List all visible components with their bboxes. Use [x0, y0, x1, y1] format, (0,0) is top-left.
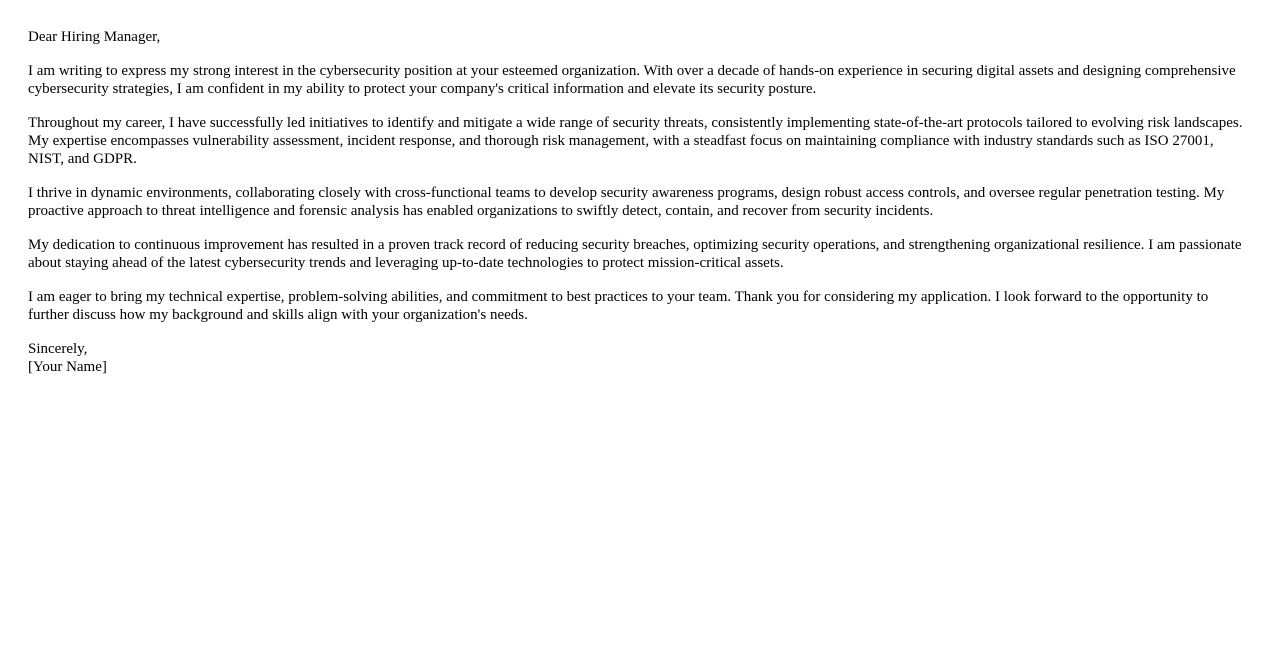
cover-letter	[28, 28, 1250, 376]
letter-paragraph-intro: I am writing to express my strong interest in the cybersecurity position at your esteemed organization. With over a decade of hands-on experience in securing digital assets and designing comprehensive cybersecurity strategies, I am confident in my ability to protect your company's critical information and elevate its security posture.	[28, 63, 1236, 97]
letter-closing: Sincerely,	[28, 341, 88, 357]
letter-paragraph-dedication: My dedication to continuous improvement has resulted in a proven track record of reducing security breaches, optimizing security operations, and strengthening organizational resilience. I am passionate about staying ahead of the latest cybersecurity trends and leveraging up-to-date technologies to protect mission-critical assets.	[28, 237, 1242, 271]
letter-paragraph-conclusion: I am eager to bring my technical expertise, problem-solving abilities, and commitment to best practices to your team. Thank you for considering my application. I look forward to the opportunity to further discuss how my background and skills align with your organization's needs.	[28, 289, 1209, 323]
letter-paragraph-career: Throughout my career, I have successfully led initiatives to identify and mitigate a wide range of security threats, consistently implementing state-of-the-art protocols tailored to evolving risk landscapes. My expertise encompasses vulnerability assessment, incident response, and thorough risk management, with a steadfast focus on maintaining compliance with industry standards such as ISO 27001, NIST, and GDPR.	[28, 115, 1243, 167]
letter-greeting: Dear Hiring Manager,	[28, 29, 161, 45]
letter-paragraph-environments: I thrive in dynamic environments, collaborating closely with cross-functional teams to develop security awareness programs, design robust access controls, and oversee regular penetration testing. My proactive approach to threat intelligence and forensic analysis has enabled organizations to swiftly detect, contain, and recover from security incidents.	[28, 185, 1225, 219]
letter-signoff	[28, 340, 1250, 376]
letter-signature: [Your Name]	[28, 359, 107, 375]
